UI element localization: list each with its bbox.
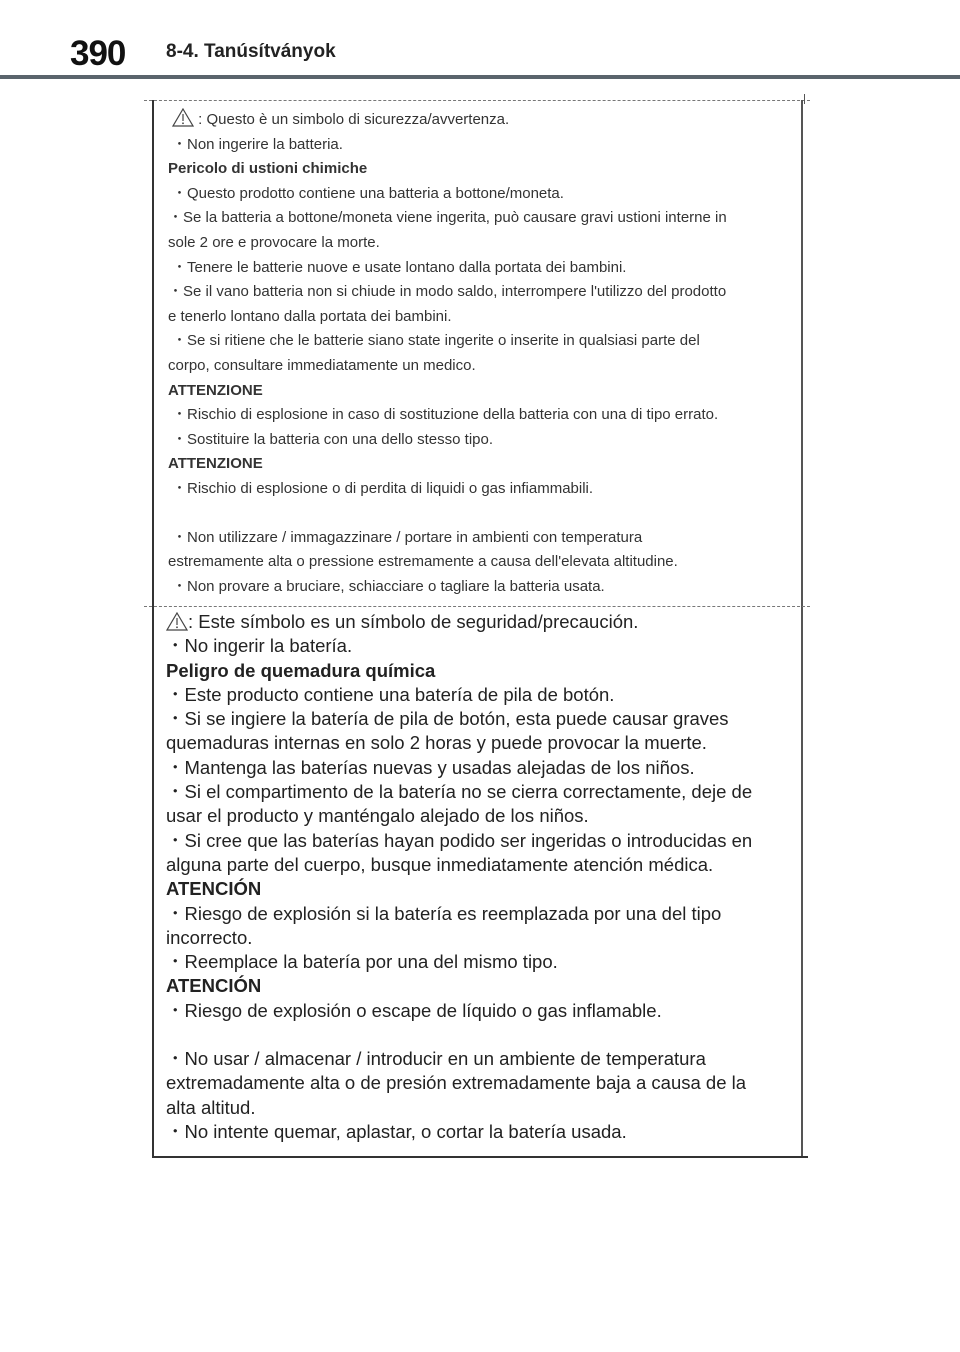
blank-line (168, 502, 788, 526)
top-dashed-border (144, 100, 810, 101)
warning-text-line: ・No ingerir la batería. (166, 635, 353, 657)
section-title: 8-4. Tanúsítványok (166, 41, 336, 62)
italian-warning-block (168, 108, 788, 599)
warning-text-line: ・Non provare a bruciare, schiacciare o tagliare la batteria usata. (172, 577, 605, 595)
warning-text-line: ・Non utilizzare / immagazzinare / portare in ambienti con temperatura (172, 528, 643, 546)
italian-symbol-line (168, 108, 788, 133)
warning-text-line: ・Si cree que las baterías hayan podido ser ingeridas o introducidas en (166, 829, 753, 851)
blank-line (166, 1023, 791, 1047)
spanish-symbol-line (166, 610, 791, 634)
warning-text-line: ・Si el compartimento de la batería no se cierra correctamente, deje de (166, 781, 753, 803)
italian-symbol-text: : Questo è un simbolo di sicurezza/avvertenza. (194, 111, 510, 128)
warning-text-line: ・Riesgo de explosión si la batería es reemplazada por una del tipo (166, 902, 722, 924)
warning-text-line: quemaduras internas en solo 2 horas y puede provocar la muerte. (166, 732, 707, 754)
warning-triangle-icon (166, 612, 188, 631)
warning-text-line: ・Se si ritiene che le batterie siano state ingerite o inserite in qualsiasi parte del (172, 332, 700, 350)
warning-text-line: ・Non ingerire la batteria. (172, 135, 343, 153)
warning-text-line: ・Reemplace la batería por una del mismo tipo. (166, 951, 558, 973)
section-divider (144, 606, 810, 607)
warning-heading: Pericolo di ustioni chimiche (168, 160, 368, 178)
warning-heading: Peligro de quemadura química (166, 659, 436, 681)
page-number: 390 (70, 34, 126, 73)
page-header (0, 0, 960, 80)
warning-text-line: ・Questo prodotto contiene una batteria a bottone/moneta. (172, 184, 564, 202)
warning-text-line: incorrecto. (166, 926, 253, 948)
warning-text-line: ・Rischio di esplosione o di perdita di liquidi o gas infiammabili. (172, 479, 594, 497)
corner-tick (804, 94, 805, 104)
certificate-label-box (152, 100, 802, 1159)
warning-text-line: estremamente alta o pressione estremamente a causa dell'elevata altitudine. (168, 553, 678, 571)
warning-heading: ATENCIÓN (166, 878, 262, 900)
warning-text-line: ・Sostituire la batteria con una dello stesso tipo. (172, 430, 494, 448)
warning-text-line: alguna parte del cuerpo, busque inmediatamente atención médica. (166, 853, 714, 875)
italian-lines (168, 133, 788, 600)
bottom-border (152, 1156, 808, 1158)
left-border (152, 100, 154, 1158)
warning-text-line: ・Rischio di esplosione in caso di sostituzione della batteria con una di tipo errato. (172, 406, 719, 424)
warning-text-line: corpo, consultare immediatamente un medico. (168, 356, 476, 374)
warning-heading: ATTENZIONE (168, 455, 263, 473)
spanish-symbol-text: : Este símbolo es un símbolo de seguridad/precaución. (188, 611, 639, 632)
spanish-lines (166, 634, 791, 1144)
spanish-warning-block (166, 610, 791, 1144)
warning-triangle-icon (172, 108, 194, 127)
warning-text-line: ・No intente quemar, aplastar, o cortar la batería usada. (166, 1120, 627, 1142)
warning-heading: ATTENZIONE (168, 381, 263, 399)
warning-heading: ATENCIÓN (166, 975, 262, 997)
header-rule (0, 75, 960, 79)
warning-text-line: ・Tenere le batterie nuove e usate lontano dalla portata dei bambini. (172, 258, 627, 276)
warning-text-line: ・Se la batteria a bottone/moneta viene ingerita, può causare gravi ustioni interne in (168, 209, 727, 227)
warning-text-line: ・Se il vano batteria non si chiude in modo saldo, interrompere l'utilizzo del prodotto (168, 283, 727, 301)
warning-text-line: extremadamente alta o de presión extremadamente baja a causa de la (166, 1072, 747, 1094)
warning-text-line: sole 2 ore e provocare la morte. (168, 233, 380, 251)
warning-text-line: e tenerlo lontano dalla portata dei bambini. (168, 307, 452, 325)
right-border (801, 100, 803, 1158)
warning-text-line: ・No usar / almacenar / introducir en un ambiente de temperatura (166, 1048, 706, 1070)
warning-text-line: ・Mantenga las baterías nuevas y usadas alejadas de los niños. (166, 756, 695, 778)
warning-text-line: ・Si se ingiere la batería de pila de botón, esta puede causar graves (166, 708, 729, 730)
warning-text-line: alta altitud. (166, 1096, 256, 1118)
warning-text-line: usar el producto y manténgalo alejado de los niños. (166, 805, 589, 827)
warning-text-line: ・Riesgo de explosión o escape de líquido o gas inflamable. (166, 999, 662, 1021)
warning-text-line: ・Este producto contiene una batería de pila de botón. (166, 683, 615, 705)
